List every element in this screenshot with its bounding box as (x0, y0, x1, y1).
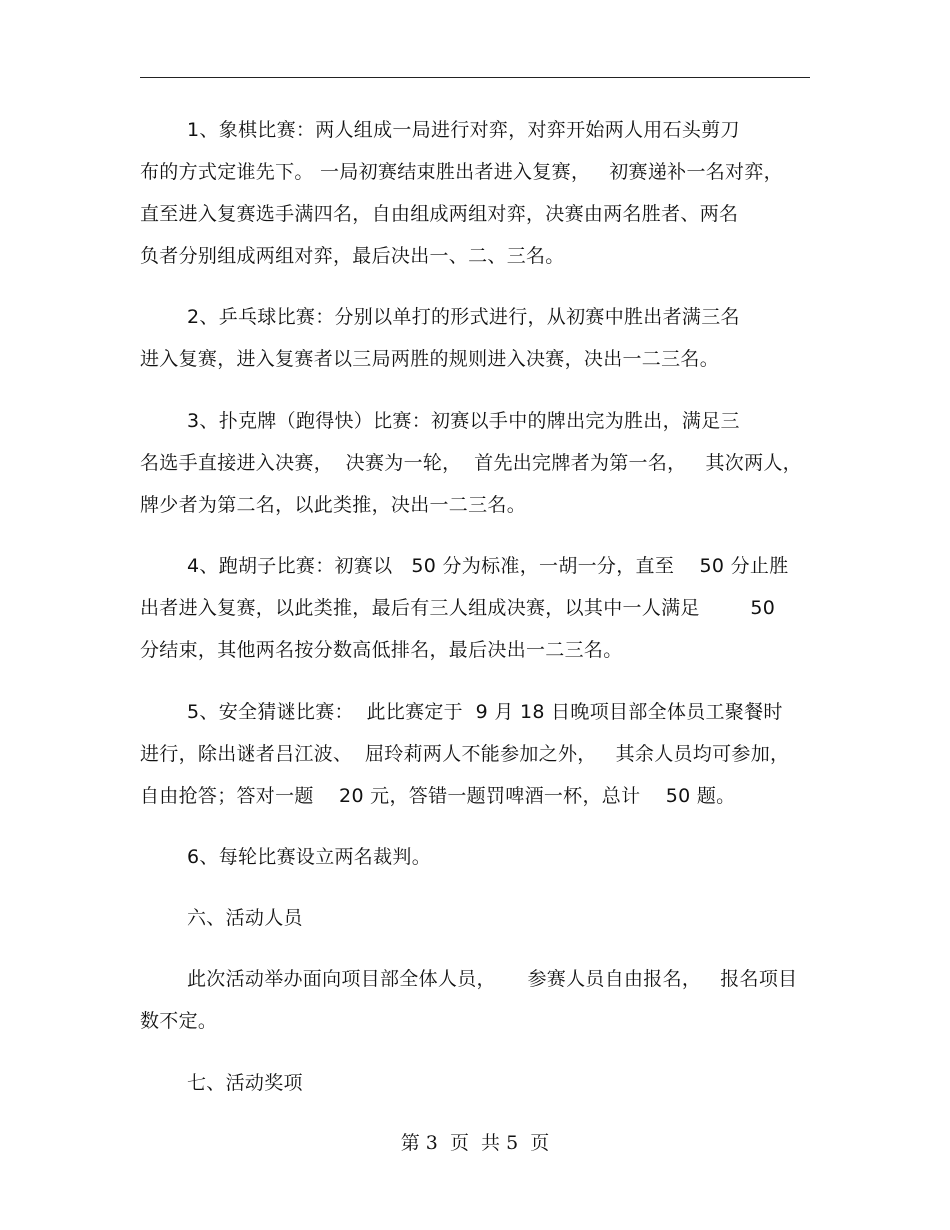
paragraph-line: 6、每轮比赛设立两名裁判。 (187, 846, 431, 868)
paragraph-line: 名选手直接进入决赛， 决赛为一轮， 首先出完牌者为第一名， 其次两人， (140, 452, 802, 474)
paragraph-line: 直至进入复赛选手满四名，自由组成两组对弈，决赛由两名胜者、两名 (140, 203, 739, 225)
paragraph-line: 负者分别组成两组对弈，最后决出一、二、三名。 (140, 245, 565, 267)
page-number: 第 3 页 共 5 页 (400, 1132, 550, 1154)
paragraph-line: 布的方式定谁先下。 一局初赛结束胜出者进入复赛， 初赛递补一名对弈， (140, 161, 783, 183)
paragraph-line: 自由抢答；答对一题 20 元，答错一题罚啤酒一杯，总计 50 题。 (140, 785, 736, 807)
paragraph-line: 此次活动举办面向项目部全体人员， 参赛人员自由报名， 报名项目 (187, 968, 798, 990)
paragraph-line: 出者进入复赛，以此类推，最后有三人组成决赛，以其中一人满足 50 (140, 597, 776, 619)
section-heading: 七、活动奖项 (187, 1072, 303, 1094)
section-heading: 六、活动人员 (187, 907, 303, 929)
paragraph-line: 5、安全猜谜比赛： 此比赛定于 9 月 18 日晚项目部全体员工聚餐时 (187, 701, 783, 723)
paragraph-line: 数不定。 (140, 1010, 218, 1032)
paragraph-line: 3、扑克牌（跑得快）比赛：初赛以手中的牌出完为胜出，满足三 (187, 410, 740, 432)
paragraph-line: 4、跑胡子比赛：初赛以 50 分为标准，一胡一分，直至 50 分止胜 (187, 555, 789, 577)
paragraph-line: 1、象棋比赛：两人组成一局进行对弈，对弈开始两人用石头剪刀 (187, 119, 740, 141)
header-rule (140, 77, 810, 78)
paragraph-line: 牌少者为第二名，以此类推，决出一二三名。 (140, 494, 527, 516)
paragraph-line: 进行，除出谜者吕江波、 屈玲莉两人不能参加之外， 其余人员均可参加， (140, 743, 790, 765)
paragraph-line: 进入复赛，进入复赛者以三局两胜的规则进入决赛，决出一二三名。 (140, 348, 720, 370)
paragraph-line: 2、乒乓球比赛：分别以单打的形式进行，从初赛中胜出者满三名 (187, 306, 740, 328)
paragraph-line: 分结束，其他两名按分数高低排名，最后决出一二三名。 (140, 639, 623, 661)
